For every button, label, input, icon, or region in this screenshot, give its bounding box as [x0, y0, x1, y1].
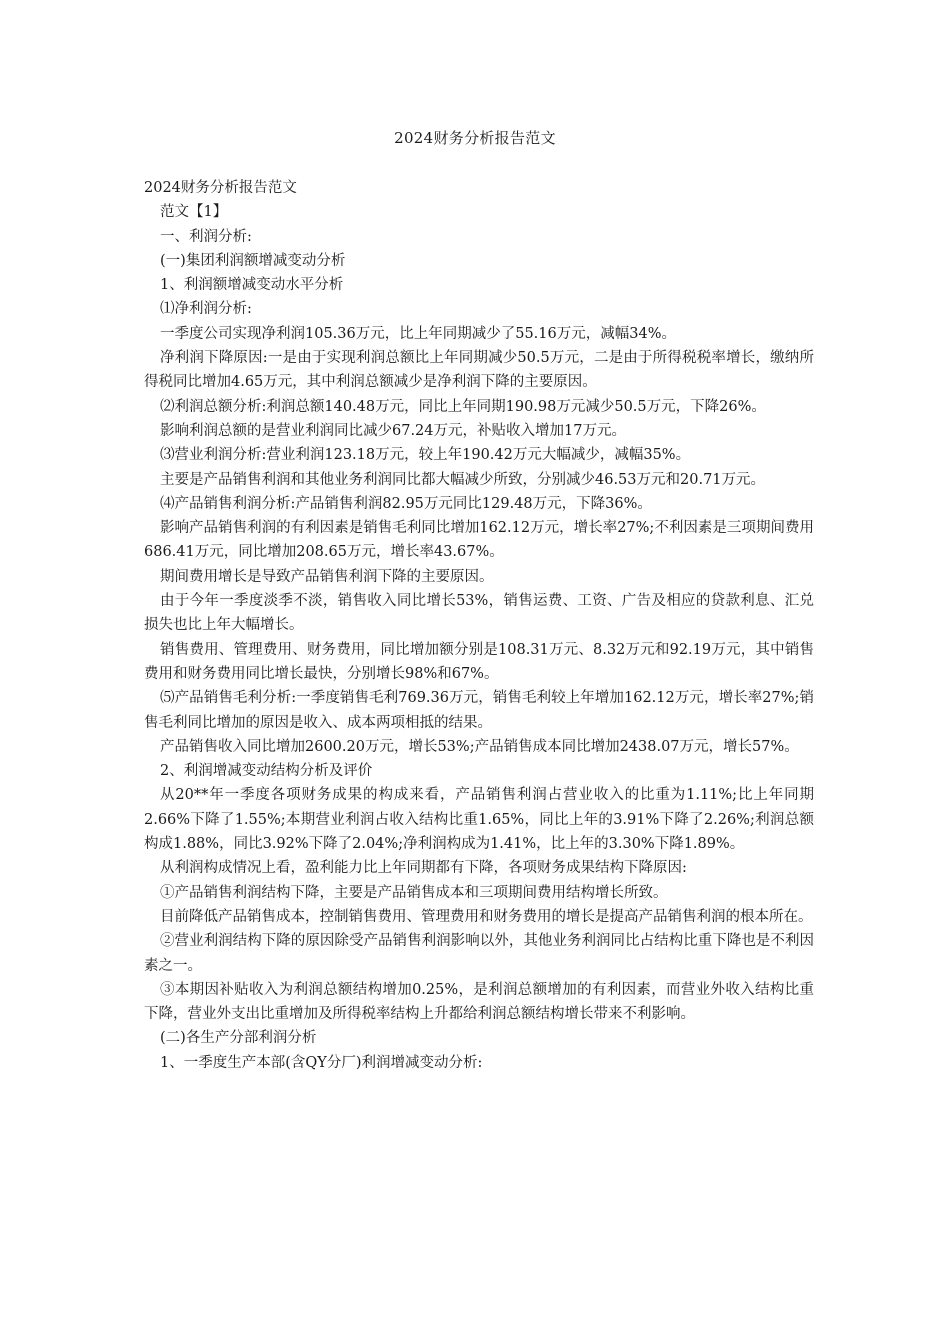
paragraph: 1、一季度生产本部(含QY分厂)利润增减变动分析:	[160, 1054, 483, 1071]
paragraph: ⑷产品销售利润分析:产品销售利润82.95万元同比129.48万元，下降36%。	[160, 495, 652, 512]
paragraph: 目前降低产品销售成本，控制销售费用、管理费用和财务费用的增长是提高产品销售利润的根本所在。	[160, 908, 813, 925]
paragraph: 影响产品销售利润的有利因素是销售毛利同比增加162.12万元，增长率27%;不利因素是三项期间费用686.41万元，同比增加208.65万元，增长率43.67%。	[144, 520, 814, 561]
paragraph: ⑵利润总额分析:利润总额140.48万元，同比上年同期190.98万元减少50.5万元，下降26%。	[160, 398, 766, 415]
paragraph: 销售费用、管理费用、财务费用，同比增加额分别是108.31万元、8.32万元和92.19万元，其中销售费用和财务费用同比增长最快，分别增长98%和67%。	[144, 641, 814, 682]
paragraph: 期间费用增长是导致产品销售利润下降的主要原因。	[160, 568, 494, 585]
paragraph: (二)各生产分部利润分析	[160, 1030, 317, 1047]
paragraph: 范文【1】	[160, 204, 228, 221]
paragraph: 影响利润总额的是营业利润同比减少67.24万元，补贴收入增加17万元。	[160, 422, 626, 439]
paragraph: ②营业利润结构下降的原因除受产品销售利润影响以外，其他业务利润同比占结构比重下降也是不利因素之一。	[144, 933, 814, 974]
document-heading: 2024财务分析报告范文	[144, 180, 297, 196]
paragraph: 从利润构成情况上看，盈利能力比上年同期都有下降，各项财务成果结构下降原因:	[160, 860, 687, 877]
paragraph: ⑸产品销售毛利分析:一季度销售毛利769.36万元，销售毛利较上年增加162.12万元，增长率27%;销售毛利同比增加的原因是收入、成本两项相抵的结果。	[144, 690, 814, 731]
paragraph: ③本期因补贴收入为利润总额结构增加0.25%，是利润总额增加的有利因素，而营业外收入结构比重下降，营业外支出比重增加及所得税率结构上升都给利润总额结构增长带来不利影响。	[144, 981, 814, 1023]
paragraph: 2、利润增减变动结构分析及评价	[160, 763, 373, 780]
paragraph: 1、利润额增减变动水平分析	[160, 277, 344, 294]
document-body	[144, 176, 814, 1075]
paragraph: ⑶营业利润分析:营业利润123.18万元，较上年190.42万元大幅减少，减幅35%。	[160, 447, 691, 464]
paragraph: 主要是产品销售利润和其他业务利润同比都大幅减少所致，分别减少46.53万元和20.71万元。	[160, 471, 766, 488]
paragraph: 产品销售收入同比增加2600.20万元，增长53%;产品销售成本同比增加2438.07万元，增长57%。	[160, 738, 799, 755]
paragraph: 一、利润分析:	[160, 228, 252, 245]
paragraph: 净利润下降原因:一是由于实现利润总额比上年同期减少50.5万元，二是由于所得税税率增长，缴纳所得税同比增加4.65万元，其中利润总额减少是净利润下降的主要原因。	[144, 350, 814, 391]
paragraph: 由于今年一季度淡季不淡，销售收入同比增长53%，销售运费、工资、广告及相应的贷款利息、汇兑损失也比上年大幅增长。	[144, 593, 814, 634]
paragraph: ①产品销售利润结构下降，主要是产品销售成本和三项期间费用结构增长所致。	[160, 884, 668, 901]
paragraph: (一)集团利润额增减变动分析	[160, 252, 346, 269]
page-title: 2024财务分析报告范文	[394, 129, 556, 147]
paragraph: 从20**年一季度各项财务成果的构成来看，产品销售利润占营业收入的比重为1.11%;比上年同期2.66%下降了1.55%;本期营业利润占收入结构比重1.65%，同比上年的3.91%下降了2.26%;利润总额构成1.88%，同比3.92%下降了2.04%;净利润构成为1.41%，比上年的3.30%下降1.89%。	[144, 787, 814, 853]
paragraph: 一季度公司实现净利润105.36万元，比上年同期减少了55.16万元，减幅34%。	[160, 325, 676, 342]
paragraph: ⑴净利润分析:	[160, 301, 252, 318]
